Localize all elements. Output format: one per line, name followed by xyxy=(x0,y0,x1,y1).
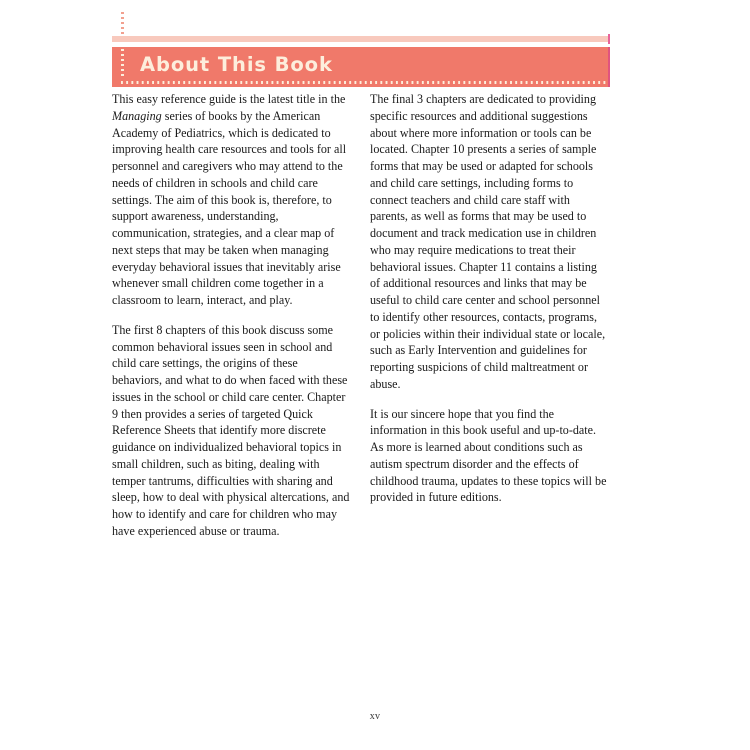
header-accent-rule xyxy=(112,36,610,42)
body-paragraph: The final 3 chapters are dedicated to providing specific resources and additional suggestions about where more information or tools can be located. Chapter 10 presents a series of sample forms that may be used or adapted for schools and child care settings, including forms to connect teachers and child care staff with parents, as well as forms that may be used to document and track medication use in children who may require medications to treat their behavioral issues. Chapter 11 contains a listing of additional resources and links that may be useful to child care center and school personnel to identify other resources, contacts, programs, or policies within their individual state or locale, such as Early Intervention and guidelines for reporting suspicions of child maltreatment or abuse. xyxy=(370,92,606,391)
body-paragraph: This easy reference guide is the latest title in the Managing series of books by the American Academy of Pediatrics, which is dedicated to improving health care resources and tools for all personnel and caregivers who may attend to the needs of children in schools and child care settings. The aim of this book is, therefore, to support awareness, understanding, communication, strategies, and a clear map of next steps that may be taken when managing everyday behavioral issues that inevitably arise whenever small children come together in a classroom to learn, interact, and play. xyxy=(112,92,347,307)
italic-title-text: Managing xyxy=(112,108,162,123)
right-column xyxy=(370,91,608,519)
page-title: About This Book xyxy=(140,53,333,76)
left-column xyxy=(112,91,350,553)
horizontal-dotted-rule-icon xyxy=(121,81,607,84)
vertical-dotted-accent-icon xyxy=(121,49,124,79)
header-title-bar-edge xyxy=(608,47,610,87)
body-paragraph: The first 8 chapters of this book discuss some common behavioral issues seen in school and child care settings, the origins of these behaviors, and what to do when faced with these issues in the school or child care center. Chapter 9 then provides a series of targeted Quick Reference Sheets that identify more discrete guidance on individualized behavioral topics in small children, such as biting, dealing with temper tantrums, difficulties with sharing and sleep, how to deal with physical altercations, and how to identify and care for children who may have experienced abuse or trauma. xyxy=(112,322,350,538)
body-paragraph: It is our sincere hope that you find the information in this book useful and up-to-date. As more is learned about conditions such as autism spectrum disorder and the effects of childhood trauma, updates to these topics will be provided in future editions. xyxy=(370,406,607,505)
page-number: xv xyxy=(369,711,381,722)
header-accent-rule-end-cap xyxy=(608,34,610,44)
section-header xyxy=(112,12,610,84)
vertical-dotted-tick-icon xyxy=(121,12,124,34)
